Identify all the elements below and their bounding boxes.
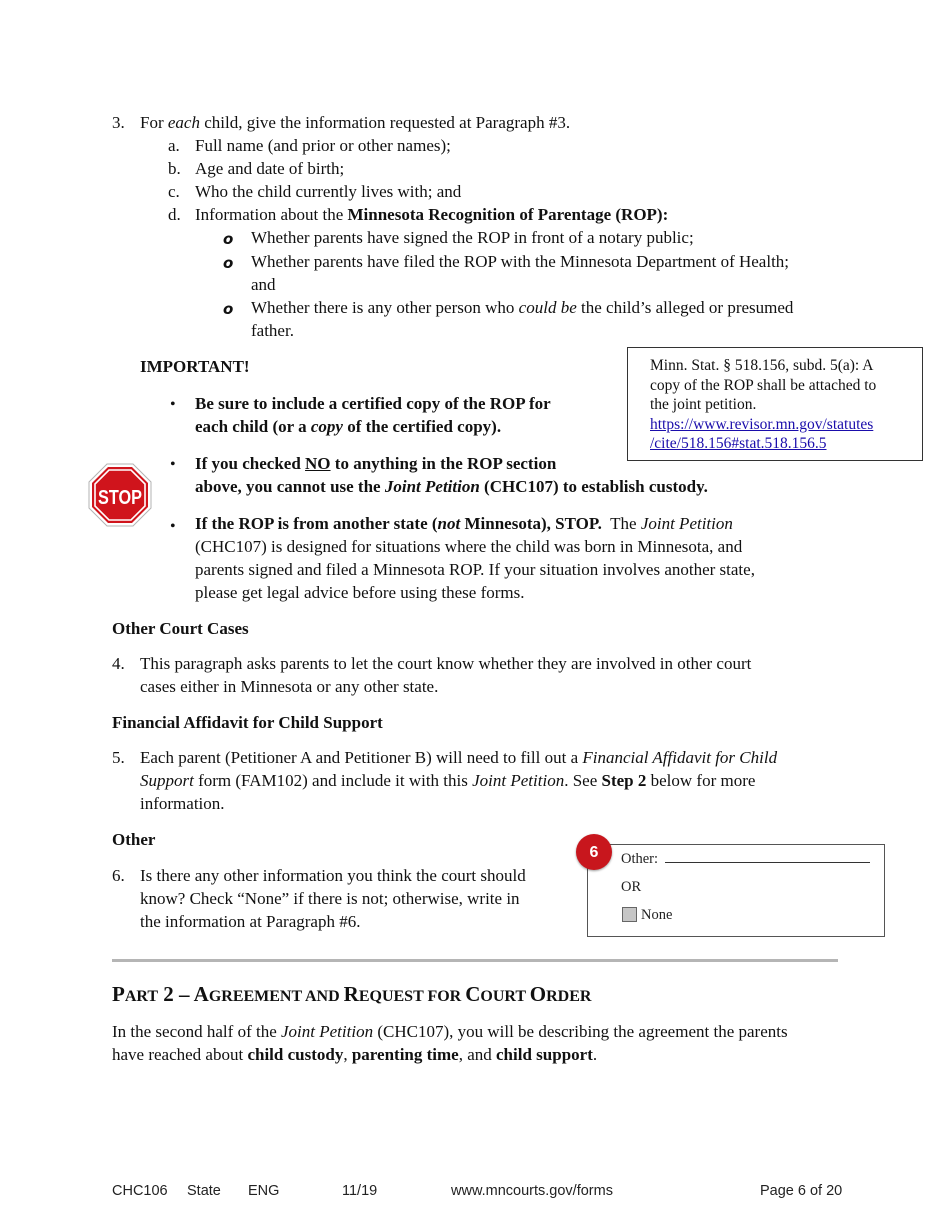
statute-line: the joint petition. — [650, 396, 757, 413]
circle-bullet-icon: o — [223, 254, 234, 272]
item-4: 4. This paragraph asks parents to let the court know whether they are involved in other court cases either in Minnesota or any other state. — [112, 654, 752, 696]
part-2-title: PART 2 – AGREEMENT AND REQUEST FOR COURT ORDER — [112, 982, 592, 1006]
item-5: 5. Each parent (Petitioner A and Petitioner B) will need to fill out a Financial Affidavit for Child Support form (FAM102) and include it with this Joint Petition. See Step 2 below for more information. — [112, 748, 778, 813]
or-label: OR — [621, 879, 642, 895]
section-divider — [112, 959, 838, 962]
bullet-icon: • — [170, 396, 176, 413]
item-3-number: 3. — [112, 113, 125, 132]
other-court-cases-heading: Other Court Cases — [112, 619, 249, 638]
footer-form-code: CHC106 — [112, 1183, 168, 1199]
paragraph-6-form-sample — [587, 844, 885, 937]
statute-note-box — [627, 347, 923, 461]
item-6: 6. Is there any other information you think the court should know? Check “None” if there is not; otherwise, write in the information at Paragraph #6. — [112, 866, 526, 931]
item-3d: d. Information about the Minnesota Recognition of Parentage (ROP): — [168, 205, 669, 224]
item-3b: b. Age and date of birth; — [168, 159, 345, 178]
other-field-line — [665, 849, 870, 863]
circle-bullet-icon: o — [223, 300, 234, 318]
part-2-intro: In the second half of the Joint Petition (CHC107), you will be describing the agreement the parents have reached about child custody, parenting time, and child support. — [112, 1022, 788, 1064]
none-label: None — [641, 907, 673, 923]
stop-sign-icon — [88, 463, 152, 527]
other-heading: Other — [112, 830, 156, 849]
item-3a: a. Full name (and prior or other names); — [168, 136, 451, 155]
important-bullet-other-state: If the ROP is from another state (not Minnesota), STOP. The Joint Petition (CHC107) is designed for situations where the child was born in Minnesota, and parents signed and filed a Minnesota ROP. If your situation involves another state, please get legal advice before using these forms. — [195, 514, 755, 602]
bullet-icon: • — [170, 456, 176, 473]
rop-bullet-filed: Whether parents have filed the ROP with the Minnesota Department of Health; and — [251, 252, 790, 294]
rop-bullet-other-person: Whether there is any other person who could be the child’s alleged or presumed father. — [251, 298, 794, 340]
circle-bullet-icon: o — [223, 230, 234, 248]
important-heading: IMPORTANT! — [140, 357, 250, 376]
paragraph-6-badge: 6 — [576, 834, 612, 870]
stop-sign-label: STOP — [98, 487, 142, 509]
statute-line: Minn. Stat. § 518.156, subd. 5(a): A — [650, 357, 874, 374]
item-3-text: For each child, give the information requested at Paragraph #3. — [140, 113, 571, 132]
footer-state: State — [187, 1183, 221, 1199]
statute-line: copy of the ROP shall be attached to — [650, 376, 877, 394]
statute-link-continued[interactable]: /cite/518.156#stat.518.156.5 — [650, 435, 827, 452]
none-checkbox — [622, 907, 637, 922]
bullet-icon: • — [170, 518, 176, 535]
rop-bullet-notary: Whether parents have signed the ROP in front of a notary public; — [251, 228, 694, 247]
footer-date: 11/19 — [342, 1183, 378, 1199]
item-3c: c. Who the child currently lives with; and — [168, 182, 462, 201]
important-bullet-certified-copy: Be sure to include a certified copy of the ROP for each child (or a copy of the certified copy). — [195, 394, 551, 436]
item-3 — [112, 111, 872, 134]
important-bullet-checked-no: If you checked NO to anything in the ROP section above, you cannot use the Joint Petition (CHC107) to establish custody. — [195, 454, 708, 496]
financial-affidavit-heading: Financial Affidavit for Child Support — [112, 713, 383, 732]
footer-page-number: Page 6 of 20 — [760, 1183, 843, 1199]
other-field: Other: — [621, 849, 870, 868]
footer-language: ENG — [248, 1183, 280, 1199]
footer-url[interactable]: www.mncourts.gov/forms — [451, 1183, 613, 1199]
statute-link[interactable]: https://www.revisor.mn.gov/statutes — [650, 415, 874, 433]
